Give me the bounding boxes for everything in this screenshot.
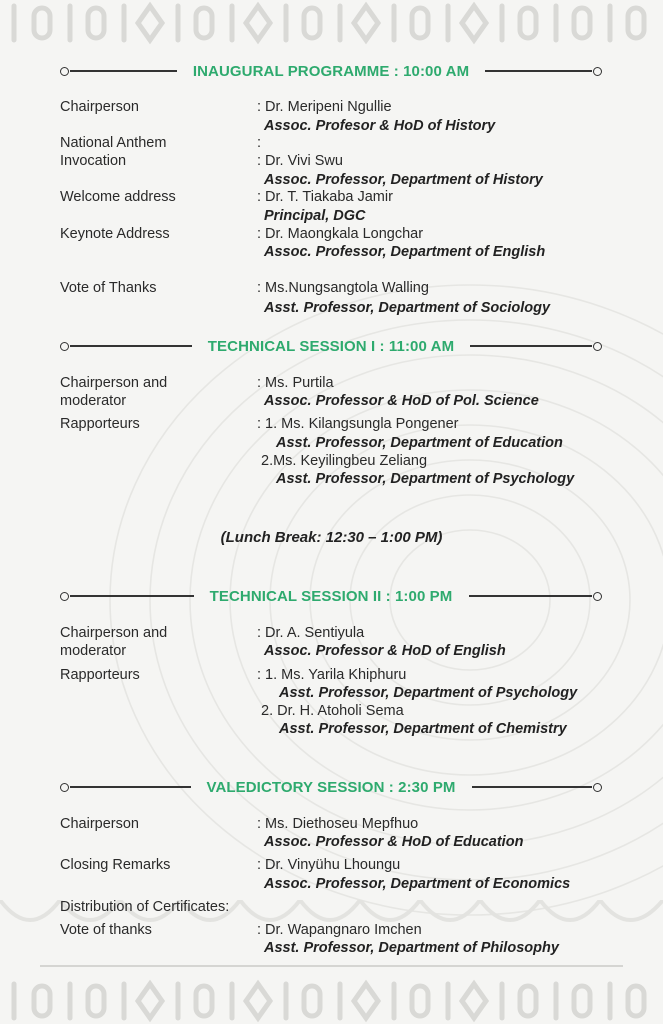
row-label: Chairperson and (60, 625, 168, 641)
inaugural-heading (60, 60, 602, 82)
row-value: : Dr. Maongkala Longchar (257, 226, 424, 242)
lunch-break-note: (Lunch Break: 12:30 – 1:00 PM) (220, 529, 443, 546)
row-designation: Assoc. Professor, Department of Economics (264, 876, 571, 892)
row-label: moderator (60, 643, 127, 659)
row-value: : Dr. T. Tiakaba Jamir (257, 189, 393, 205)
heading-left-dot (60, 592, 69, 601)
row-label: Chairperson (60, 816, 139, 832)
row-designation: Principal, DGC (264, 208, 366, 224)
heading-right-dot (593, 67, 602, 76)
row-label: Invocation (60, 153, 127, 169)
heading-left-dot (60, 783, 69, 792)
row-value: : Dr. Vivi Swu (257, 153, 343, 169)
heading-right-line (469, 595, 593, 597)
row-designation: Asst. Professor, Department of Chemistry (279, 721, 567, 737)
row-designation: Assoc. Professor & HoD of English (264, 643, 506, 659)
row-label: moderator (60, 393, 127, 409)
section-title: INAUGURAL PROGRAMME : 10:00 AM (192, 62, 470, 80)
heading-left-line (70, 786, 191, 788)
row-value: : (257, 135, 262, 151)
row-label: Chairperson and (60, 375, 168, 391)
heading-right-dot (593, 592, 602, 601)
row-value: : Dr. Wapangnaro Imchen (257, 922, 422, 938)
row-designation: Assoc. Professor & HoD of Pol. Science (264, 393, 539, 409)
row-value: : Ms.Nungsangtola Walling (257, 280, 429, 296)
row-label: Distribution of Certificates: (60, 899, 230, 915)
valedictory-heading (60, 776, 602, 798)
row-designation: Asst. Professor, Department of Philosophy (264, 940, 559, 956)
row-designation: Assoc. Professor, Department of English (264, 244, 546, 260)
row-designation: Asst. Professor, Department of Psychology (276, 471, 575, 487)
session2-heading (60, 585, 602, 607)
row-designation: Asst. Professor, Department of Psychology (279, 685, 578, 701)
heading-right-line (485, 70, 592, 72)
row-label: Vote of thanks (60, 922, 152, 938)
bottom-tribal-border (0, 900, 663, 1024)
row-designation: Asst. Professor, Department of Education (276, 435, 563, 451)
row-label: National Anthem (60, 135, 167, 151)
row-value: 2.Ms. Keyilingbeu Zeliang (261, 453, 428, 469)
session1-heading (60, 335, 602, 357)
row-designation: Asst. Professor, Department of Sociology (264, 300, 551, 316)
heading-right-dot (593, 783, 602, 792)
heading-left-line (70, 595, 194, 597)
row-value: : 1. Ms. Yarila Khiphuru (257, 667, 407, 683)
row-label: Chairperson (60, 99, 139, 115)
top-tribal-border (0, 0, 663, 62)
row-label: Rapporteurs (60, 667, 140, 683)
row-value: : Dr. Vinyühu Lhoungu (257, 857, 401, 873)
section-title: TECHNICAL SESSION II : 1:00 PM (209, 587, 453, 605)
row-designation: Assoc. Professor, Department of History (264, 172, 543, 188)
heading-right-dot (593, 342, 602, 351)
heading-left-line (70, 345, 192, 347)
heading-right-line (470, 345, 592, 347)
section-title: TECHNICAL SESSION I : 11:00 AM (207, 337, 455, 355)
heading-right-line (472, 786, 593, 788)
row-value: 2. Dr. H. Atoholi Sema (261, 703, 404, 719)
row-value: : Ms. Purtila (257, 375, 334, 391)
row-value: : 1. Ms. Kilangsungla Pongener (257, 416, 459, 432)
row-value: : Dr. Meripeni Ngullie (257, 99, 392, 115)
row-designation: Assoc. Professor & HoD of Education (264, 834, 524, 850)
section-title: VALEDICTORY SESSION : 2:30 PM (206, 778, 456, 796)
row-value: : Dr. A. Sentiyula (257, 625, 365, 641)
row-label: Closing Remarks (60, 857, 171, 873)
heading-left-dot (60, 342, 69, 351)
row-label: Rapporteurs (60, 416, 140, 432)
row-label: Keynote Address (60, 226, 170, 242)
row-label: Vote of Thanks (60, 280, 157, 296)
row-label: Welcome address (60, 189, 176, 205)
row-value: : Ms. Diethoseu Mepfhuo (257, 816, 419, 832)
heading-left-line (70, 70, 177, 72)
row-designation: Assoc. Profesor & HoD of History (264, 118, 496, 134)
heading-left-dot (60, 67, 69, 76)
